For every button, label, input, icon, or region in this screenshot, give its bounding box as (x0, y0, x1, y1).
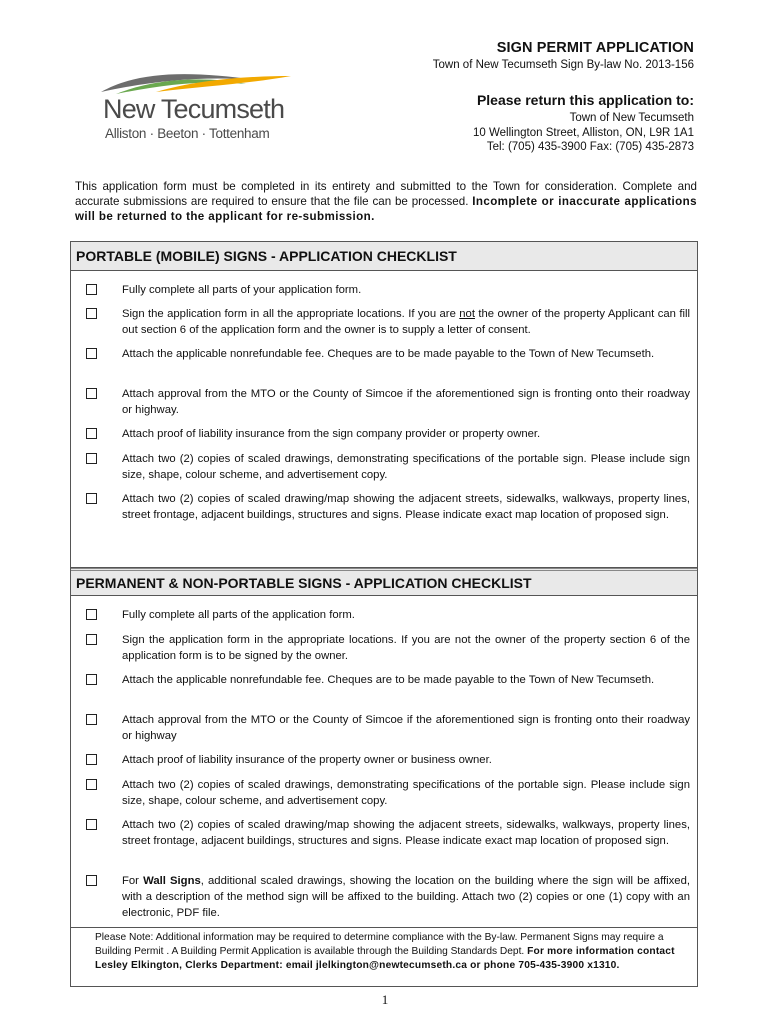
checkbox[interactable] (86, 609, 97, 620)
intro-text: This application form must be completed in its entirety and submitted to the Town for consideration. Complete and accurate submissions are required to ensure that the file can be processed. (75, 180, 697, 208)
checklist-item-text: Attach two (2) copies of scaled drawings, demonstrating specifications of the portable sign. Please include sign size, shape, colour scheme, and advertisement copy. (122, 453, 690, 481)
checklist-item-text: Attach the applicable nonrefundable fee. Cheques are to be made payable to the Town of New Tecumseth. (122, 674, 655, 686)
checklist-item-text: Attach proof of liability insurance of the property owner or business owner. (122, 754, 492, 766)
item-text-bold: Wall Signs (143, 875, 201, 887)
return-heading: Please return this application to: (476, 92, 694, 108)
checkbox[interactable] (86, 493, 97, 504)
checklist-item-text: Attach two (2) copies of scaled drawings, demonstrating specifications of the portable sign. Please include sign size, shape, colour scheme, and advertisement copy. (122, 779, 690, 807)
checkbox[interactable] (86, 634, 97, 645)
portable-heading: PORTABLE (MOBILE) SIGNS - APPLICATION CHECKLIST (71, 242, 697, 271)
item-text-part: For (122, 875, 144, 887)
checkbox[interactable] (86, 779, 97, 790)
checklist-item-text: Attach the applicable nonrefundable fee. Cheques are to be made payable to the Town of New Tecumseth. (122, 348, 655, 360)
checkbox[interactable] (86, 308, 97, 319)
checkbox[interactable] (86, 284, 97, 295)
intro-paragraph (75, 179, 697, 224)
checklist-item-text: Fully complete all parts of the application form. (122, 609, 355, 621)
checkbox[interactable] (86, 348, 97, 359)
item-text-part: , additional scaled drawings, showing the location on the building where the sign will be affixed, with a description of the method sign will be affixed to the building. Attach two (2) copies or one (1) copy with an electronic, PDF file. (122, 875, 691, 919)
checkbox[interactable] (86, 714, 97, 725)
note-contact: For more information contact Lesley Elkington, Clerks Department: email jlelkington@newtecumseth.ca or phone 705-435-3900 x1310. (95, 946, 675, 971)
checklist-item-text: Sign the application form in the appropriate locations. If you are not the owner of the property section 6 of the application form is to be signed by the owner. (122, 634, 690, 662)
checklist-item-text: Attach proof of liability insurance from the sign company provider or property owner. (122, 428, 541, 440)
checklist-item-text: Attach two (2) copies of scaled drawing/map showing the adjacent streets, sidewalks, walkways, property lines, street frontage, adjacent buildings, structures and signs. Please indicate exact map location of proposed sign. (122, 493, 690, 521)
address-line: Town of New Tecumseth (569, 112, 694, 124)
page-number: 1 (381, 992, 389, 1007)
note-text: Please Note: Additional information may be required to determine compliance with the By-law. Permanent Signs may require a Building Permit . A Building Permit Application is available through the Building Standards Dept. (95, 932, 664, 957)
checkbox[interactable] (86, 819, 97, 830)
logo-name: New Tecumseth (103, 94, 285, 124)
checklist-item-text: Attach two (2) copies of scaled drawing/map showing the adjacent streets, sidewalks, walkways, property lines, street frontage, adjacent buildings, structures and signs. Please indicate exact map location of proposed sign. (122, 819, 690, 847)
item-text-part: the owner of the property Applicant can fill out section 6 of the application form and the owner is to supply a letter of consent. (122, 308, 690, 336)
portable-checklist (70, 241, 698, 568)
permanent-heading: PERMANENT & NON-PORTABLE SIGNS - APPLICATION CHECKLIST (71, 568, 697, 596)
item-text-part: Sign the application form in all the appropriate locations. If you are (122, 308, 460, 320)
form-title: SIGN PERMIT APPLICATION (496, 40, 694, 56)
checkbox[interactable] (86, 754, 97, 765)
checkbox[interactable] (86, 388, 97, 399)
checkbox[interactable] (86, 428, 97, 439)
checklist-item-text: Attach approval from the MTO or the County of Simcoe if the aforementioned sign is fronting onto their roadway or highway. (122, 388, 690, 416)
form-subtitle: Town of New Tecumseth Sign By-law No. 2013-156 (432, 59, 694, 71)
permanent-checklist (70, 567, 698, 928)
checklist-item-text: Attach approval from the MTO or the County of Simcoe if the aforementioned sign is fronting onto their roadway or highway (122, 714, 690, 742)
address-line: Tel: (705) 435-3900 Fax: (705) 435-2873 (486, 141, 694, 153)
town-logo (96, 70, 296, 142)
checklist-item-text (122, 306, 690, 338)
checkbox[interactable] (86, 875, 97, 886)
address-line: 10 Wellington Street, Alliston, ON, L9R 1A1 (473, 127, 694, 139)
checklist-item-text (122, 873, 690, 921)
note-box (70, 927, 698, 987)
checkbox[interactable] (86, 674, 97, 685)
checkbox[interactable] (86, 453, 97, 464)
item-text-underlined: not (459, 308, 475, 320)
intro-warning: Incomplete or inaccurate applications will be returned to the applicant for re-submission. (75, 195, 697, 223)
logo-towns: Alliston · Beeton · Tottenham (105, 126, 270, 141)
checklist-item-text: Fully complete all parts of your application form. (122, 284, 362, 296)
